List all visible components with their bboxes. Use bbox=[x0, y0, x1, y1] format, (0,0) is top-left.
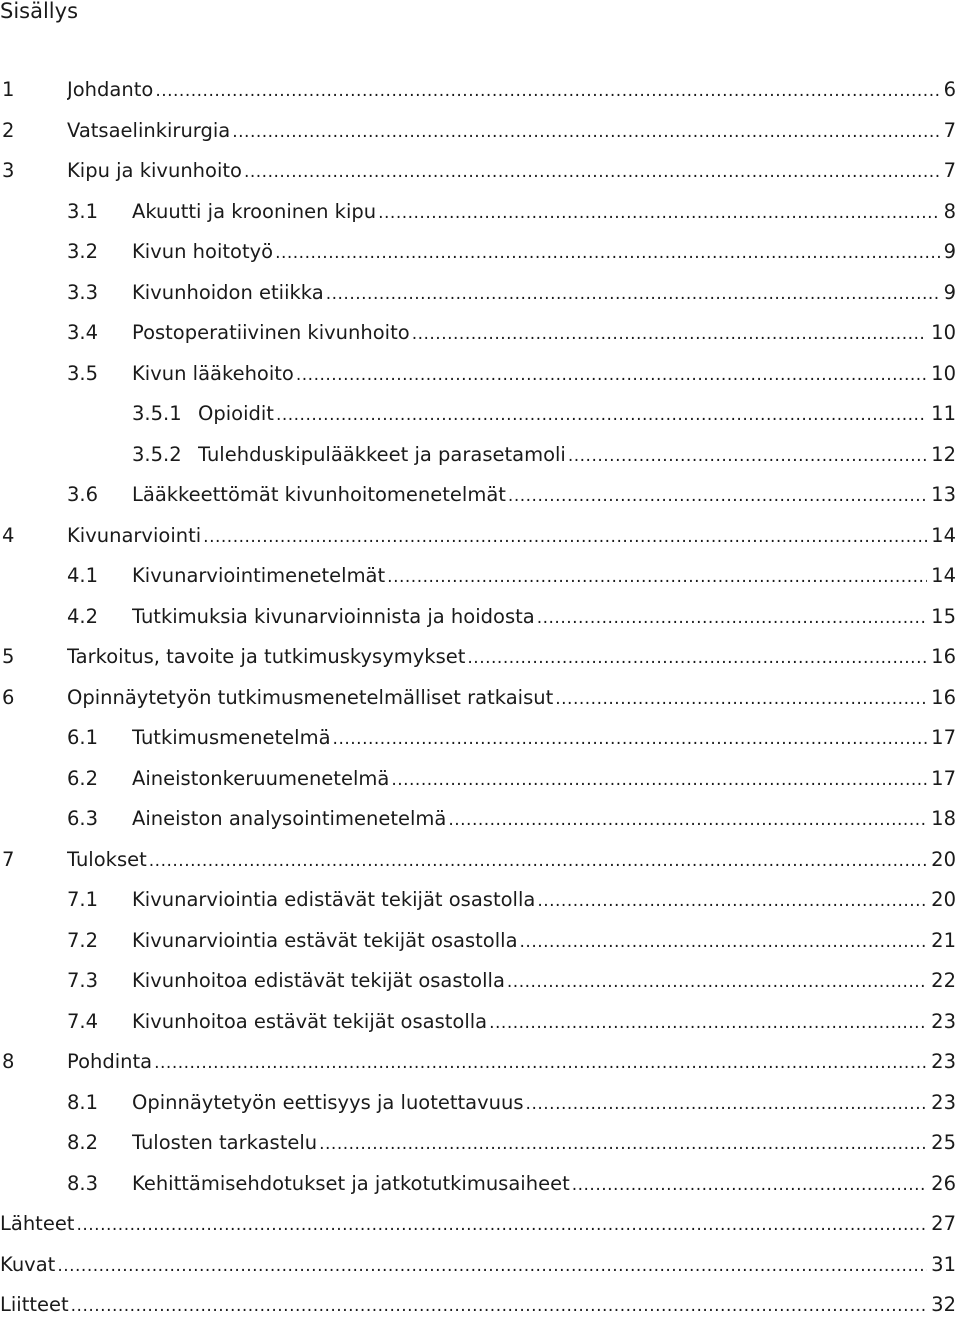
toc-entry[interactable] bbox=[0, 354, 960, 395]
toc-entry-number: 7.3 bbox=[67, 969, 99, 992]
toc-entry[interactable] bbox=[0, 1002, 960, 1043]
toc-entry-title: Vatsaelinkirurgia bbox=[67, 111, 232, 152]
toc-entry[interactable] bbox=[0, 111, 960, 152]
toc-entry-page: 9 bbox=[940, 232, 956, 273]
toc-entry-page: 13 bbox=[927, 475, 956, 516]
toc-entry-number: 7.1 bbox=[67, 888, 99, 911]
toc-entry-page: 7 bbox=[940, 111, 956, 152]
toc-entry-number: 3.3 bbox=[67, 280, 99, 304]
dot-leader bbox=[275, 233, 940, 274]
toc-entry[interactable] bbox=[0, 718, 960, 759]
toc-entry-page: 10 bbox=[927, 313, 956, 354]
toc-entry[interactable] bbox=[0, 394, 960, 435]
toc-entry-title: Kivunhoidon etiikka bbox=[132, 273, 326, 314]
toc-entry[interactable] bbox=[0, 840, 960, 881]
toc-entry-title: Tutkimuksia kivunarvioinnista ja hoidosta bbox=[132, 597, 537, 638]
dot-leader bbox=[537, 598, 927, 639]
toc-entry-number: 8 bbox=[2, 1050, 15, 1073]
toc-entry-page: 16 bbox=[927, 678, 956, 719]
toc-entry-page: 14 bbox=[927, 516, 956, 557]
toc-entry-title: Pohdinta bbox=[67, 1042, 154, 1083]
toc-entry[interactable] bbox=[0, 637, 960, 678]
toc-entry-number: 7.4 bbox=[67, 1009, 99, 1033]
toc-entry[interactable] bbox=[0, 1042, 960, 1083]
toc-entry-number: 3.5.2 bbox=[132, 442, 182, 466]
dot-leader bbox=[507, 962, 927, 1003]
toc-entry-page: 23 bbox=[927, 1002, 956, 1043]
toc-entry-number: 3.4 bbox=[67, 321, 99, 344]
toc-entry-number: 4.1 bbox=[67, 564, 99, 587]
toc-entry-page: 20 bbox=[927, 880, 956, 921]
toc-entry[interactable] bbox=[0, 1083, 960, 1124]
toc-entry-page: 7 bbox=[940, 151, 956, 192]
toc-entry-number: 5 bbox=[2, 645, 15, 668]
toc-entry-page: 16 bbox=[927, 637, 956, 678]
dot-leader bbox=[537, 881, 927, 922]
dot-leader bbox=[154, 1043, 927, 1084]
toc-entry[interactable] bbox=[0, 1245, 960, 1286]
toc-entry-title: Kivun lääkehoito bbox=[132, 354, 296, 395]
toc-entry-title: Kuvat bbox=[0, 1245, 57, 1286]
dot-leader bbox=[319, 1124, 927, 1165]
toc-entry-number: 7 bbox=[2, 847, 15, 871]
toc-entry-page: 25 bbox=[927, 1123, 956, 1164]
toc-entry-title: Kivunhoitoa edistävät tekijät osastolla bbox=[132, 961, 507, 1002]
dot-leader bbox=[244, 152, 940, 193]
dot-leader bbox=[71, 1286, 928, 1327]
toc-entry[interactable] bbox=[0, 961, 960, 1002]
toc-entry-page: 14 bbox=[927, 556, 956, 597]
toc-entry-number: 8.2 bbox=[67, 1131, 99, 1154]
toc-entry-title: Kipu ja kivunhoito bbox=[67, 151, 244, 192]
toc-entry-page: 11 bbox=[927, 394, 956, 435]
toc-entry-title: Tarkoitus, tavoite ja tutkimuskysymykset bbox=[67, 637, 467, 678]
toc-entry-number: 3.2 bbox=[67, 240, 99, 263]
dot-leader bbox=[526, 1084, 928, 1125]
toc-entry-title: Postoperatiivinen kivunhoito bbox=[132, 313, 412, 354]
toc-entry-page: 9 bbox=[940, 273, 956, 314]
toc-entry-page: 20 bbox=[927, 840, 956, 881]
toc-entry-title: Johdanto bbox=[67, 70, 155, 111]
toc-entry-title: Akuutti ja krooninen kipu bbox=[132, 192, 378, 233]
toc-entry-title: Opinnäytetyön tutkimusmenetelmälliset ratkaisut bbox=[67, 678, 555, 719]
toc-entry-page: 8 bbox=[940, 192, 956, 233]
toc-entry-page: 10 bbox=[927, 354, 956, 395]
toc-entry-page: 31 bbox=[927, 1245, 956, 1286]
table-of-contents bbox=[0, 70, 960, 1326]
toc-entry[interactable] bbox=[0, 921, 960, 962]
toc-entry-number: 4 bbox=[2, 523, 15, 547]
toc-entry-title: Tutkimusmenetelmä bbox=[132, 718, 333, 759]
dot-leader bbox=[276, 395, 927, 436]
dot-leader bbox=[572, 1165, 927, 1206]
toc-entry-title: Liitteet bbox=[0, 1285, 71, 1326]
toc-entry-title: Kivunarviointia estävät tekijät osastolla bbox=[132, 921, 520, 962]
toc-entry[interactable] bbox=[0, 1164, 960, 1205]
toc-entry-title: Kivunhoitoa estävät tekijät osastolla bbox=[132, 1002, 489, 1043]
toc-entry-page: 6 bbox=[940, 70, 956, 111]
toc-entry-page: 23 bbox=[927, 1042, 956, 1083]
toc-entry-page: 21 bbox=[927, 921, 956, 962]
dot-leader bbox=[296, 355, 927, 396]
toc-entry-title: Tulokset bbox=[67, 840, 149, 881]
toc-entry-number: 8.1 bbox=[67, 1090, 99, 1114]
dot-leader bbox=[568, 436, 927, 477]
toc-entry[interactable] bbox=[0, 597, 960, 638]
toc-entry-title: Tulosten tarkastelu bbox=[132, 1123, 319, 1164]
toc-entry-number: 8.3 bbox=[67, 1171, 99, 1195]
toc-entry-page: 22 bbox=[927, 961, 956, 1002]
dot-leader bbox=[520, 922, 928, 963]
toc-entry-title: Kivunarviointia edistävät tekijät osastolla bbox=[132, 880, 537, 921]
dot-leader bbox=[333, 719, 928, 760]
toc-entry[interactable] bbox=[0, 1285, 960, 1326]
toc-entry[interactable] bbox=[0, 759, 960, 800]
dot-leader bbox=[232, 112, 939, 153]
toc-entry[interactable] bbox=[0, 151, 960, 192]
toc-entry[interactable] bbox=[0, 1204, 960, 1245]
toc-entry-page: 32 bbox=[927, 1285, 956, 1326]
toc-entry-number: 3.5.1 bbox=[132, 402, 182, 425]
toc-entry-title: Kivunarviointimenetelmät bbox=[132, 556, 387, 597]
dot-leader bbox=[489, 1003, 927, 1044]
toc-entry-page: 15 bbox=[927, 597, 956, 638]
toc-entry-number: 3.6 bbox=[67, 483, 99, 506]
toc-entry-page: 26 bbox=[927, 1164, 956, 1205]
toc-entry-number: 6.3 bbox=[67, 807, 99, 830]
dot-leader bbox=[508, 476, 927, 517]
dot-leader bbox=[378, 193, 939, 234]
toc-entry[interactable] bbox=[0, 556, 960, 597]
toc-entry-title: Kivun hoitotyö bbox=[132, 232, 275, 273]
dot-leader bbox=[555, 679, 927, 720]
toc-entry-page: 27 bbox=[927, 1204, 956, 1245]
toc-entry-number: 6.1 bbox=[67, 726, 99, 749]
toc-entry-page: 12 bbox=[927, 435, 956, 476]
toc-entry-page: 17 bbox=[927, 718, 956, 759]
toc-entry-number: 6.2 bbox=[67, 766, 99, 790]
toc-entry[interactable] bbox=[0, 799, 960, 840]
dot-leader bbox=[76, 1205, 927, 1246]
toc-entry-page: 18 bbox=[927, 799, 956, 840]
toc-entry[interactable] bbox=[0, 192, 960, 233]
dot-leader bbox=[57, 1246, 927, 1287]
toc-entry-title: Kehittämisehdotukset ja jatkotutkimusaiheet bbox=[132, 1164, 572, 1205]
toc-entry[interactable] bbox=[0, 475, 960, 516]
dot-leader bbox=[391, 760, 927, 801]
dot-leader bbox=[467, 638, 927, 679]
toc-entry-number: 3.5 bbox=[67, 361, 99, 385]
toc-entry-number: 7.2 bbox=[67, 928, 99, 952]
toc-entry-title: Opinnäytetyön eettisyys ja luotettavuus bbox=[132, 1083, 526, 1124]
toc-entry[interactable] bbox=[0, 232, 960, 273]
page-title: Sisällys bbox=[0, 0, 79, 23]
dot-leader bbox=[149, 841, 927, 882]
toc-entry[interactable] bbox=[0, 273, 960, 314]
dot-leader bbox=[203, 517, 927, 558]
toc-entry-number: 2 bbox=[2, 118, 15, 142]
dot-leader bbox=[448, 800, 927, 841]
toc-entry-number: 3 bbox=[2, 159, 15, 182]
toc-entry-title: Lääkkeettömät kivunhoitomenetelmät bbox=[132, 475, 508, 516]
dot-leader bbox=[412, 314, 927, 355]
toc-entry-title: Aineistonkeruumenetelmä bbox=[132, 759, 391, 800]
toc-entry-number: 4.2 bbox=[67, 604, 99, 628]
toc-entry-title: Opioidit bbox=[198, 394, 276, 435]
toc-entry-title: Aineiston analysointimenetelmä bbox=[132, 799, 448, 840]
toc-entry[interactable] bbox=[0, 1123, 960, 1164]
dot-leader bbox=[326, 274, 940, 315]
toc-entry-title: Kivunarviointi bbox=[67, 516, 203, 557]
toc-entry[interactable] bbox=[0, 678, 960, 719]
toc-entry[interactable] bbox=[0, 435, 960, 476]
toc-entry-number: 3.1 bbox=[67, 199, 99, 223]
toc-entry-title: Lähteet bbox=[0, 1204, 76, 1245]
toc-entry-page: 23 bbox=[927, 1083, 956, 1124]
toc-entry[interactable] bbox=[0, 70, 960, 111]
toc-entry[interactable] bbox=[0, 516, 960, 557]
toc-entry-number: 6 bbox=[2, 685, 15, 709]
toc-entry-page: 17 bbox=[927, 759, 956, 800]
toc-entry[interactable] bbox=[0, 880, 960, 921]
toc-entry-title: Tulehduskipulääkkeet ja parasetamoli bbox=[198, 435, 568, 476]
dot-leader bbox=[387, 557, 927, 598]
toc-entry[interactable] bbox=[0, 313, 960, 354]
toc-entry-number: 1 bbox=[2, 78, 15, 101]
dot-leader bbox=[155, 71, 939, 112]
